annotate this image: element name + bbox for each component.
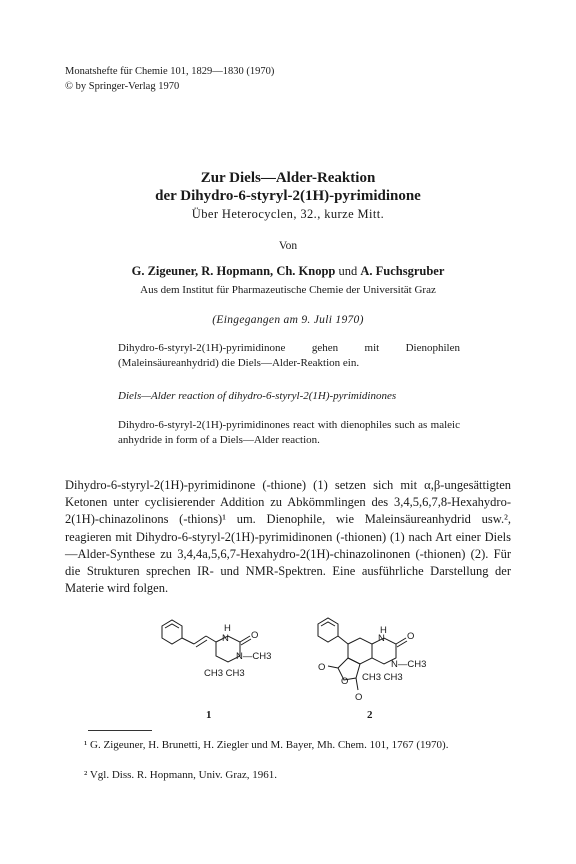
author-conjunction: und bbox=[338, 264, 358, 278]
subtitle: Über Heterocyclen, 32., kurze Mitt. bbox=[191, 207, 385, 221]
institution: Aus dem Institut für Pharmazeutische Chemie der Universität Graz bbox=[140, 284, 436, 296]
structure-label-2: 2 bbox=[367, 709, 373, 721]
received-date: (Eingegangen am 9. Juli 1970) bbox=[212, 314, 364, 326]
journal-citation: Monatshefte für Chemie 101, 1829—1830 (1970) bbox=[65, 66, 275, 77]
struct2-o-bottom: O bbox=[355, 692, 363, 703]
footnote-divider bbox=[88, 730, 152, 731]
author-4: A. Fuchsgruber bbox=[360, 264, 445, 278]
footnote-1: ¹ G. Zigeuner, H. Brunetti, H. Ziegler und M. Bayer, Mh. Chem. 101, 1767 (1970). bbox=[84, 739, 449, 751]
struct1-ch3ch3: CH3 CH3 bbox=[204, 668, 245, 679]
struct2-n: N bbox=[378, 633, 385, 644]
author-3: Ch. Knopp bbox=[276, 264, 336, 278]
struct2-nch3: N—CH3 bbox=[391, 659, 427, 670]
von-label: Von bbox=[278, 240, 298, 252]
struct2-h: H bbox=[380, 625, 387, 636]
footnote-2: ² Vgl. Diss. R. Hopmann, Univ. Graz, 1961. bbox=[84, 769, 278, 781]
author-2: R. Hopmann, bbox=[201, 264, 274, 278]
copyright-line: © by Springer-Verlag 1970 bbox=[65, 81, 180, 92]
title-line-2: der Dihydro-6-styryl-2(1H)-pyrimidinone bbox=[155, 188, 421, 204]
abstract-english-title: Diels—Alder reaction of dihydro-6-styryl-2(1H)-pyrimidinones bbox=[118, 390, 397, 402]
journal-header bbox=[65, 64, 274, 94]
struct1-h: H bbox=[224, 623, 231, 634]
struct2-o-left: O bbox=[318, 662, 326, 673]
struct2-ch3ch3: CH3 CH3 bbox=[362, 672, 403, 683]
title-line-1: Zur Diels—Alder-Reaktion bbox=[200, 170, 376, 186]
author-1: G. Zigeuner, bbox=[131, 264, 199, 278]
struct2-o-ring: O bbox=[341, 676, 349, 687]
author-list bbox=[0, 264, 576, 279]
abstract-german: Dihydro-6-styryl-2(1H)-pyrimidinone gehen mit Dienophilen (Maleinsäureanhydrid) die Diels—Alder-Reaktion ein. bbox=[118, 342, 460, 369]
body-paragraph: Dihydro-6-styryl-2(1H)-pyrimidinone (-thione) (1) setzen sich mit α,β-ungesättigten Ketonen unter cyclisierender Addition zu Abkömmlingen des 3,4,5,6,7,8-Hexahydro-2(1H)-chinazolinons (-thions)¹ um. Dienophile, wie Maleinsäureanhydrid usw.², reagieren mit Dihydro-6-styryl-2(1H)-pyrimidinonen (-thionen) (1) nach Art einer Diels—Alder-Synthese zu 3,4,4a,5,6,7-Hexahydro-2(1H)-chinazolinonen (-thionen) (2). Für die Strukturen sprechen IR- und NMR-Spektren. Eine ausführliche Darstellung der Materie wird folgen. bbox=[65, 478, 511, 596]
chemical-structures bbox=[0, 608, 576, 718]
struct1-n: N bbox=[222, 633, 229, 644]
struct1-o: O bbox=[251, 630, 259, 641]
abstract-english: Dihydro-6-styryl-2(1H)-pyrimidinones react with dienophiles such as maleic anhydride in form of a Diels—Alder reaction. bbox=[118, 419, 460, 446]
struct2-o: O bbox=[407, 631, 415, 642]
structure-label-1: 1 bbox=[206, 709, 212, 721]
struct1-nch3: N—CH3 bbox=[236, 651, 272, 662]
